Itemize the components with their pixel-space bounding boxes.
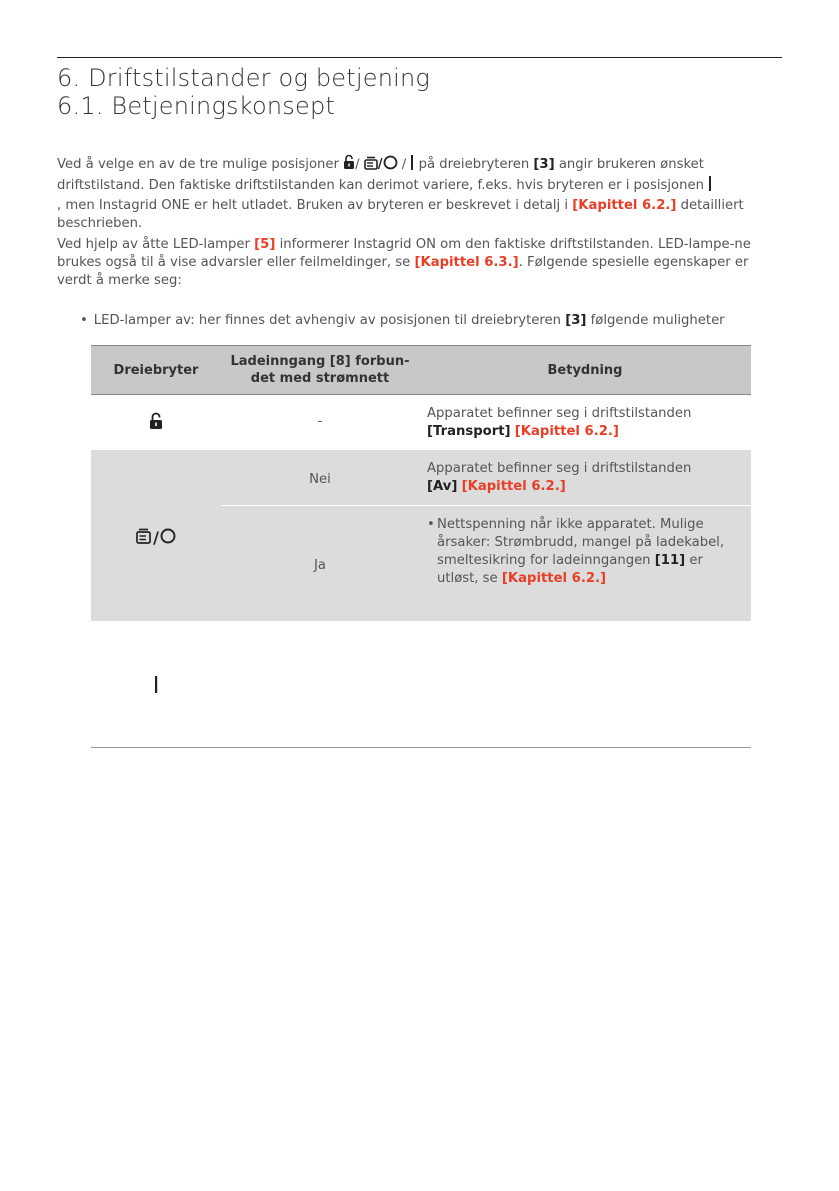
padlock-icon bbox=[343, 154, 355, 176]
intro-paragraph-2: Ved hjelp av åtte LED-lamper [5] informerer Instagrid ON om den faktiske driftstilstanden. LED-lampe-ne brukes også til å vise advarsler eller feilmeldinger, se [Kapittel 6.3.]. Følgende spesielle egenskaper er verdt å merke seg: bbox=[57, 237, 751, 288]
chapter-link[interactable]: [Kapittel 6.2.] bbox=[514, 424, 619, 439]
column-header: Dreiebryter bbox=[113, 362, 199, 378]
padlock-icon bbox=[149, 412, 163, 434]
power-on-icon bbox=[154, 676, 158, 697]
charging-value: Nei bbox=[309, 472, 331, 487]
plug-off-icon bbox=[136, 528, 152, 548]
column-header: Ladeinngang [8] forbun-det med strømnett bbox=[230, 354, 410, 386]
charging-value: - bbox=[317, 414, 323, 429]
charging-value: Ja bbox=[314, 558, 326, 573]
intro-paragraph-1: Ved å velge en av de tre mulige posisjoner ∕ / ∕ på dreiebryteren [3] angir brukeren ønsket driftstilstand. Den faktiske driftstilstanden kan derimot variere, f.eks. hvis bryteren er i posisjonen , men Instagrid ONE er helt utladet. Bruken av bryteren er beskrevet i detalj i [Kapittel 6.2.] detailliert beschrieben. bbox=[57, 154, 785, 233]
top-rule bbox=[57, 57, 782, 58]
table-row-group bbox=[91, 450, 751, 621]
off-symbol: / bbox=[91, 528, 221, 548]
power-on-icon bbox=[410, 155, 414, 176]
table-row bbox=[91, 621, 751, 748]
power-on-icon bbox=[708, 176, 712, 197]
column-header: Betydning bbox=[547, 362, 623, 378]
bullet-item: • LED-lamper av: her finnes det avhengiv av posisjonen til dreiebryteren [3] følgende muligheter bbox=[80, 313, 725, 328]
meaning-text: Apparatet befinner seg i driftstilstanden [Transport] [Kapittel 6.2.] bbox=[427, 406, 692, 439]
power-off-icon bbox=[160, 528, 176, 548]
plug-off-icon bbox=[364, 156, 378, 176]
chapter-link[interactable]: [Kapittel 6.3.] bbox=[414, 255, 519, 270]
section-title: 6.1. Betjeningskonsept bbox=[57, 92, 335, 120]
meaning-text: Apparatet befinner seg i driftstilstanden [Av] [Kapittel 6.2.] bbox=[427, 461, 692, 494]
chapter-link[interactable]: [Kapittel 6.2.] bbox=[501, 571, 607, 586]
row-divider bbox=[221, 505, 751, 506]
chapter-link[interactable]: [Kapittel 6.2.] bbox=[572, 198, 677, 213]
chapter-title: 6. Driftstilstander og betjening bbox=[57, 64, 431, 92]
led-state-table bbox=[91, 345, 751, 748]
chapter-link[interactable]: [Kapittel 6.2.] bbox=[461, 479, 566, 494]
power-off-icon bbox=[383, 155, 398, 176]
table-header bbox=[91, 345, 751, 395]
table-row bbox=[91, 395, 751, 450]
meaning-text: • Nettspenning når ikke apparatet. Mulige årsaker: Strømbrudd, mangel på ladekabel, smeltesikring for ladeinngangen [11] er utløst, se [Kapittel 6.2.] bbox=[427, 517, 725, 586]
